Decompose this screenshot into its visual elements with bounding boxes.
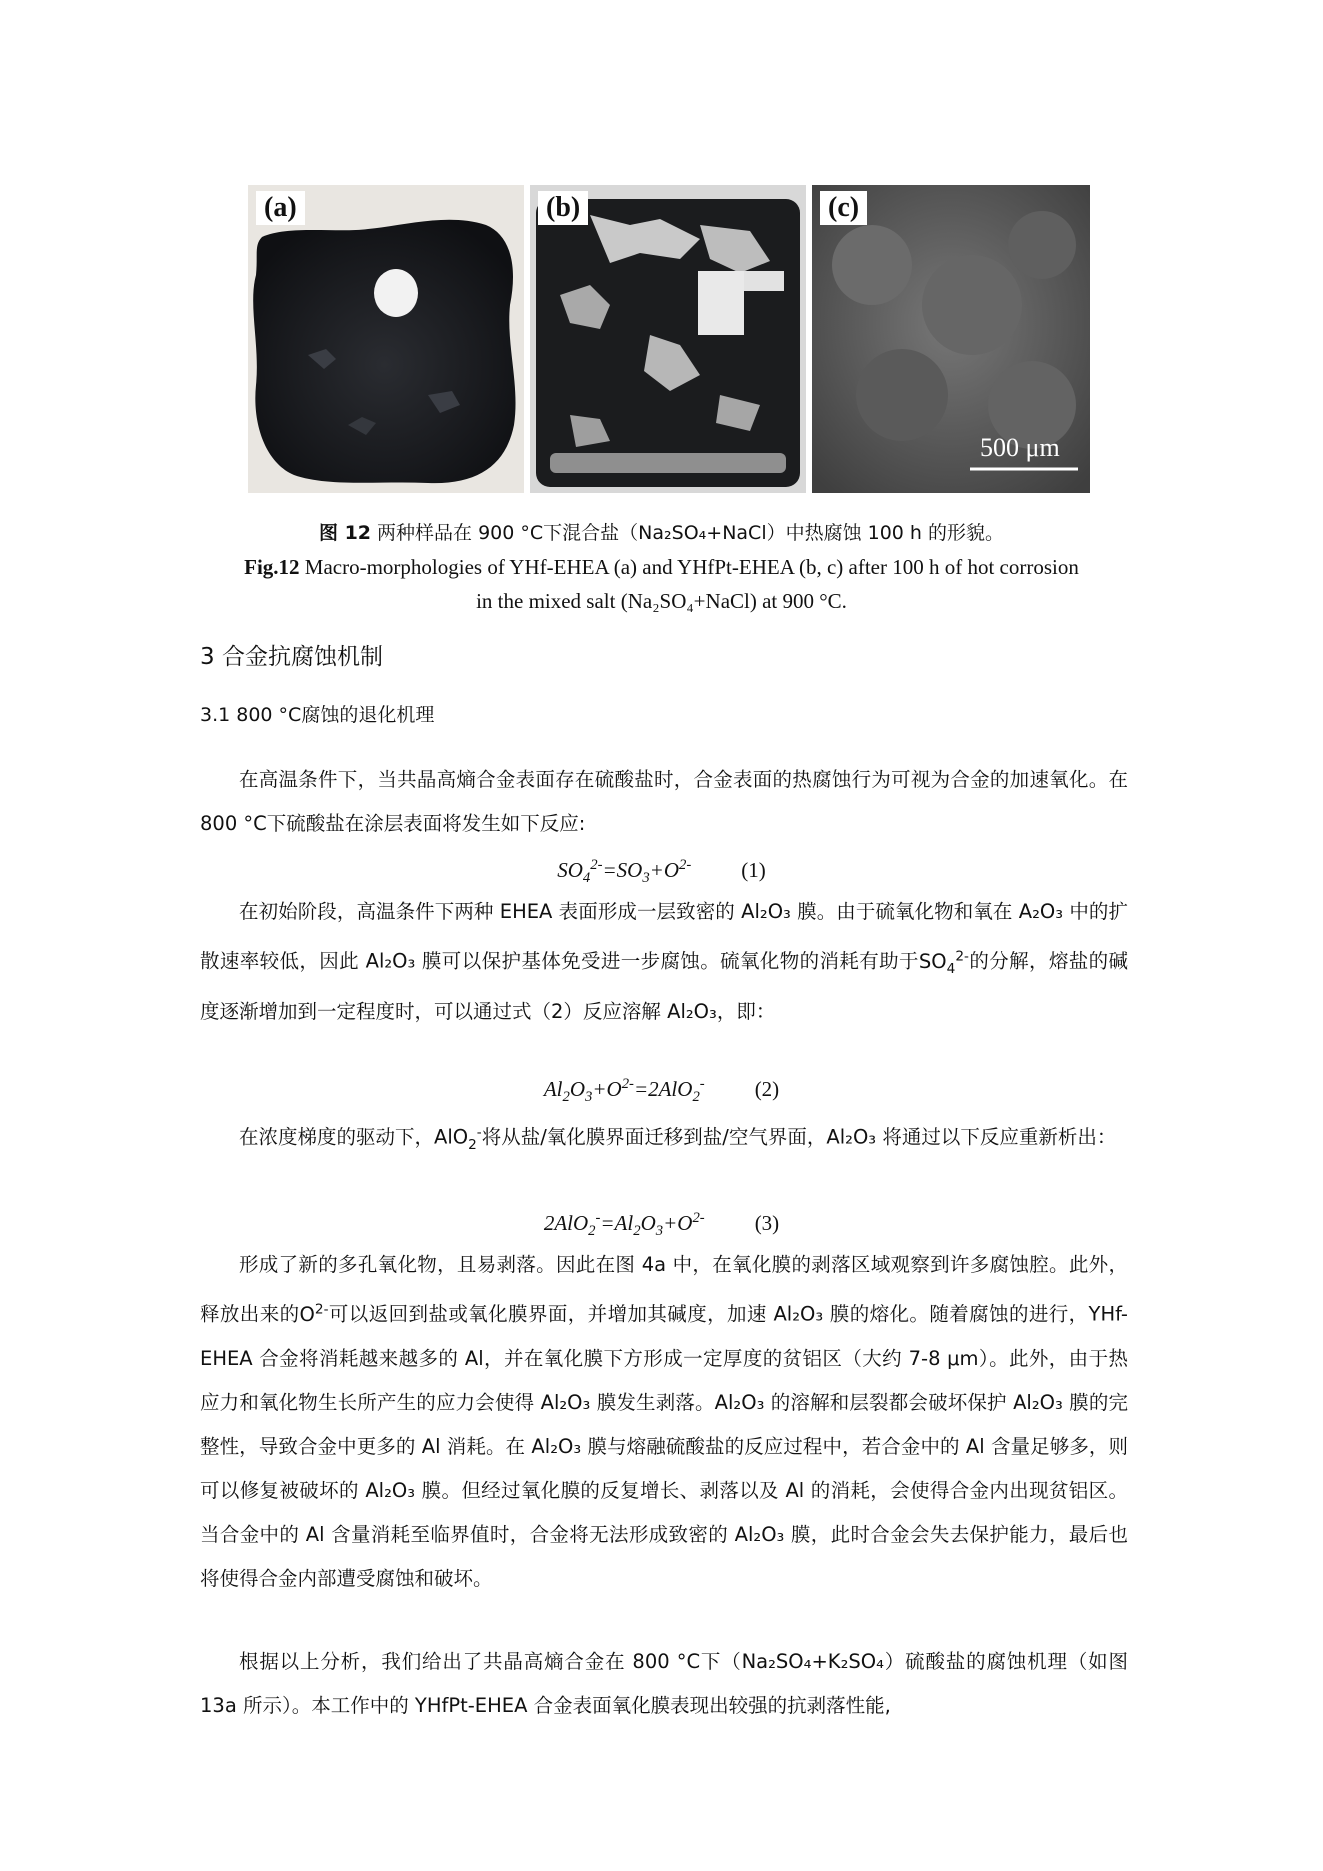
paragraph-3-part-b: 将从盐/氧化膜界面迁移到盐/空气界面，Al₂O₃ 将通过以下反应重新析出： — [481, 1125, 1117, 1149]
equation-2 — [0, 1069, 1323, 1112]
subsection-heading-3-1: 3.1 800 °C腐蚀的退化机理 — [200, 704, 435, 726]
equation-1-number: (1) — [741, 858, 766, 882]
caption-en-label: Fig.12 — [244, 555, 300, 579]
equation-1-expr: $SO_4^{2-}=SO_3+O^{2-}$ — [557, 857, 692, 887]
equation-2-number: (2) — [754, 1077, 780, 1101]
paragraph-1: 在高温条件下，当共晶高熵合金表面存在硫酸盐时，合金表面的热腐蚀行为可视为合金的加速氧化。在 800 °C下硫酸盐在涂层表面将发生如下反应: — [200, 768, 1128, 835]
oxide-ion-inline: $O^{2-}$ — [299, 1301, 329, 1326]
sample-a-photo — [248, 185, 524, 493]
paragraph-2-part-a: 在初始阶段，高温条件下两种 EHEA 表面形成一层致密的 Al₂O₃ 膜。由于硫氧化物和氧在 A₂O₃ 中的扩散速率较低，因此 Al₂O₃ 膜可以保护基体免受进一步腐蚀。硫氧化物的消耗有助于 — [200, 900, 1128, 973]
paragraph-4 — [200, 1243, 1128, 1601]
panel-a — [248, 185, 524, 493]
figure-caption-cn — [0, 518, 1323, 548]
scale-bar-label: 500 μm — [980, 433, 1060, 462]
panel-c-label: (c) — [820, 191, 867, 225]
aluminate-ion-inline: $_2$- — [468, 1124, 482, 1153]
panel-c — [812, 185, 1090, 493]
figure-caption-en — [240, 550, 1083, 618]
paragraph-3-part-a: 在浓度梯度的驱动下，AlO — [239, 1125, 469, 1149]
panel-a-label: (a) — [256, 191, 305, 225]
panel-b — [530, 185, 806, 493]
paragraph-3 — [200, 1110, 1128, 1166]
paragraph-5: 根据以上分析，我们给出了共晶高熵合金在 800 °C下（Na₂SO₄+K₂SO₄）硫酸盐的腐蚀机理（如图 13a 所示）。本工作中的 YHfPt-EHEA 合金表面氧化膜表现出较强的抗剥落性能, — [200, 1650, 1128, 1717]
caption-en-text: Macro-morphologies of YHf-EHEA (a) and YHfPt-EHEA (b, c) after 100 h of hot corrosion in the mixed salt (Na₂SO₄+NaCl) at 900 °C. — [299, 555, 1079, 613]
equation-3 — [0, 1203, 1323, 1246]
sulfate-ion-inline: $SO_4^{2-}$ — [918, 948, 969, 977]
equation-2-expr: $Al_2O_3+O^{2-}=2AlO_2^-$ — [543, 1076, 705, 1106]
equation-3-expr: $2AlO_2^-=Al_2O_3+O^{2-}$ — [543, 1210, 705, 1240]
panel-b-label: (b) — [538, 191, 588, 225]
equation-3-number: (3) — [754, 1211, 780, 1235]
paragraph-2-part-b: 的分解，熔盐的碱度逐渐增加到一定程度时，可以通过式（2）反应溶解 Al₂O₃，即： — [200, 949, 1128, 1024]
paragraph-4-part-a: 形成了新的多孔氧化物，且易剥落。因此在图 4a 中，在氧化膜的剥落区域观察到许多腐蚀腔。此外，释放出来的 — [200, 1253, 1128, 1326]
section-heading-3: 3 合金抗腐蚀机制 — [200, 644, 383, 670]
caption-cn-label: 图 12 — [318, 522, 372, 544]
figure-12 — [248, 185, 1090, 493]
sample-b-photo — [530, 185, 806, 493]
paragraph-4-part-b: 可以返回到盐或氧化膜界面，并增加其碱度，加速 Al₂O₃ 膜的熔化。随着腐蚀的进行，YHf-EHEA 合金将消耗越来越多的 Al，并在氧化膜下方形成一定厚度的贫铝区（大约 7-8 μm）。此外，由于热应力和氧化物生长所产生的应力会使得 Al₂O₃ 膜发生剥落。Al₂O₃ 的溶解和层裂都会破坏保护 Al₂O₃ 膜的完整性，导致合金中更多的 Al 消耗。在 Al₂O₃ 膜与熔融硫酸盐的反应过程中，若合金中的 Al 含量足够多，则可以修复被破坏的 Al₂O₃ 膜。但经过氧化膜的反复增长、剥落以及 Al 的消耗，会使得合金内出现贫铝区。当合金中的 Al 含量消耗至临界值时，合金将无法形成致密的 Al₂O₃ 膜，此时合金会失去保护能力，最后也将使得合金内部遭受腐蚀和破坏。 — [200, 1302, 1128, 1590]
equation-1 — [0, 850, 1323, 893]
paragraph-2 — [200, 890, 1128, 1034]
caption-cn-text: 两种样品在 900 °C下混合盐（Na₂SO₄+NaCl）中热腐蚀 100 h 的形貌。 — [371, 522, 1005, 544]
